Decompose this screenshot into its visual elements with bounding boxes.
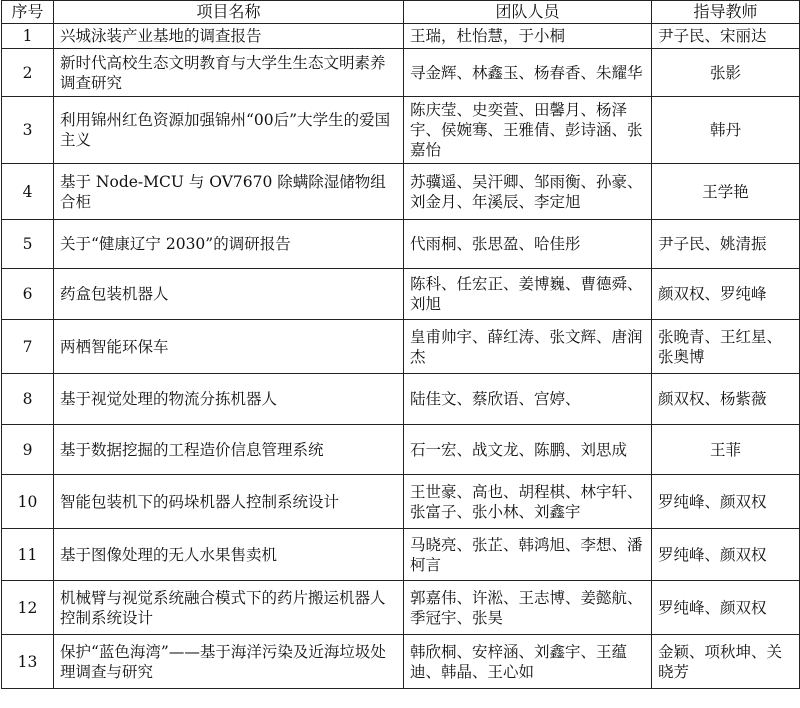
- table-row: [2, 320, 800, 374]
- table-row: [2, 164, 800, 220]
- cell-no: 1: [2, 24, 54, 49]
- cell-title: 基于数据挖掘的工程造价信息管理系统: [54, 425, 404, 475]
- cell-advisor: 尹子民、宋丽达: [652, 24, 800, 49]
- table-row: [2, 220, 800, 269]
- cell-advisor: 尹子民、姚清振: [652, 220, 800, 269]
- cell-team: 代雨桐、张思盈、哈佳彤: [404, 220, 652, 269]
- cell-advisor: 王学艳: [652, 164, 800, 220]
- cell-title: 新时代高校生态文明教育与大学生生态文明素养调查研究: [54, 49, 404, 97]
- cell-team: 寻金辉、林鑫玉、杨春香、朱耀华: [404, 49, 652, 97]
- table-row: [2, 475, 800, 529]
- header-no: 序号: [2, 1, 54, 24]
- cell-no: 4: [2, 164, 54, 220]
- table-row: [2, 49, 800, 97]
- cell-title: 基于图像处理的无人水果售卖机: [54, 529, 404, 581]
- table-row: [2, 97, 800, 164]
- table-row: [2, 269, 800, 320]
- cell-advisor: 金颖、项秋坤、关晓芳: [652, 635, 800, 689]
- cell-advisor: 张晚青、王红星、张奥博: [652, 320, 800, 374]
- cell-no: 5: [2, 220, 54, 269]
- cell-title: 机械臂与视觉系统融合模式下的药片搬运机器人控制系统设计: [54, 581, 404, 635]
- cell-title: 保护“蓝色海湾”——基于海洋污染及近海垃圾处理调查与研究: [54, 635, 404, 689]
- header-team: 团队人员: [404, 1, 652, 24]
- table-row: [2, 635, 800, 689]
- cell-team: 陆佳文、蔡欣语、宫婷、: [404, 374, 652, 425]
- cell-title: 基于 Node-MCU 与 OV7670 除螨除湿储物组合柜: [54, 164, 404, 220]
- cell-team: 王瑞，杜怡慧，于小桐: [404, 24, 652, 49]
- cell-no: 12: [2, 581, 54, 635]
- cell-advisor: 韩丹: [652, 97, 800, 164]
- cell-team: 王世豪、高也、胡程棋、林宇轩、张富子、张小林、刘鑫宇: [404, 475, 652, 529]
- cell-advisor: 罗纯峰、颜双权: [652, 475, 800, 529]
- cell-team: 郭嘉伟、许淞、王志博、姜懿航、季冠宇、张昊: [404, 581, 652, 635]
- cell-title: 智能包装机下的码垛机器人控制系统设计: [54, 475, 404, 529]
- cell-team: 马晓亮、张芷、韩鸿旭、李想、潘柯言: [404, 529, 652, 581]
- cell-no: 9: [2, 425, 54, 475]
- cell-no: 3: [2, 97, 54, 164]
- cell-title: 基于视觉处理的物流分拣机器人: [54, 374, 404, 425]
- project-table: [1, 0, 800, 689]
- cell-no: 11: [2, 529, 54, 581]
- table-row: [2, 425, 800, 475]
- header-row: [2, 1, 800, 24]
- cell-advisor: 颜双权、杨紫薇: [652, 374, 800, 425]
- cell-advisor: 罗纯峰、颜双权: [652, 581, 800, 635]
- cell-title: 利用锦州红色资源加强锦州“00后”大学生的爱国主义: [54, 97, 404, 164]
- table-row: [2, 529, 800, 581]
- table-row: [2, 374, 800, 425]
- cell-advisor: 颜双权、罗纯峰: [652, 269, 800, 320]
- cell-title: 关于“健康辽宁 2030”的调研报告: [54, 220, 404, 269]
- cell-no: 2: [2, 49, 54, 97]
- cell-team: 苏骥遥、吴汗卿、邹雨衡、孙豪、刘金月、年溪辰、李定旭: [404, 164, 652, 220]
- cell-advisor: 罗纯峰、颜双权: [652, 529, 800, 581]
- cell-team: 韩欣桐、安梓涵、刘鑫宇、王蕴迪、韩晶、王心如: [404, 635, 652, 689]
- cell-team: 皇甫帅宇、薛红涛、张文辉、唐润杰: [404, 320, 652, 374]
- cell-team: 陈科、任宏正、姜博巍、曹德舜、刘旭: [404, 269, 652, 320]
- cell-title: 药盒包装机器人: [54, 269, 404, 320]
- cell-no: 10: [2, 475, 54, 529]
- cell-title: 两栖智能环保车: [54, 320, 404, 374]
- cell-no: 6: [2, 269, 54, 320]
- table-row: [2, 581, 800, 635]
- cell-team: 陈庆莹、史奕萱、田馨月、杨泽宇、侯婉骞、王雅倩、彭诗涵、张嘉怡: [404, 97, 652, 164]
- cell-no: 8: [2, 374, 54, 425]
- cell-no: 13: [2, 635, 54, 689]
- cell-advisor: 张影: [652, 49, 800, 97]
- cell-title: 兴城泳装产业基地的调查报告: [54, 24, 404, 49]
- cell-team: 石一宏、战文龙、陈鹏、刘思成: [404, 425, 652, 475]
- table-row: [2, 24, 800, 49]
- cell-advisor: 王菲: [652, 425, 800, 475]
- cell-no: 7: [2, 320, 54, 374]
- header-advisor: 指导教师: [652, 1, 800, 24]
- header-title: 项目名称: [54, 1, 404, 24]
